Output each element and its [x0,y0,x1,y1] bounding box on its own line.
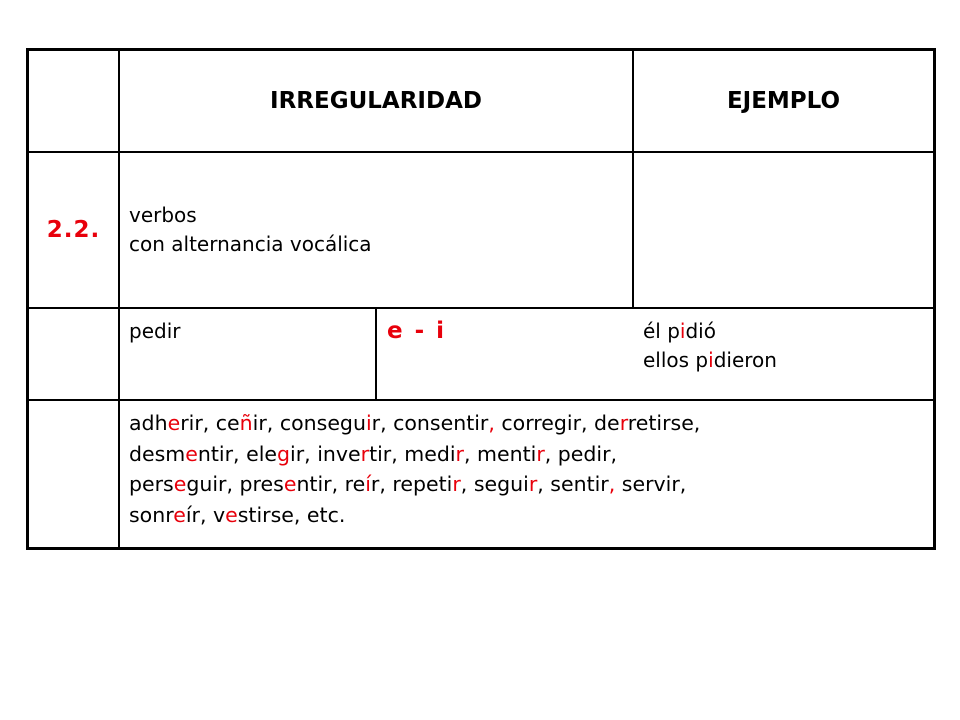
vowel-highlight: r [536,441,545,466]
example-line: ellos pidieron [643,348,777,372]
vowel-highlight: e [283,472,297,496]
vowel-highlight: r [455,441,464,466]
vowel-highlight: e [173,472,187,496]
vowel-highlight: e [173,502,186,527]
vowel-alternation: e - i [387,318,447,344]
vowel-highlight: í [365,472,371,496]
verb-list-line: sonreír, vestirse, etc. [129,502,346,527]
vowel-highlight: r [360,441,370,466]
section-number: 2.2. [46,216,101,243]
vowel-highlight: e [225,502,238,527]
vowel-highlight: i [365,411,372,435]
header-irregularidad: IRREGULARIDAD [270,87,482,114]
example-line: él pidió [643,319,716,343]
verb-list-line: desmentir, elegir, invertir, medir, mentir, pedir, [129,441,618,466]
row-divider [29,399,933,401]
verb-cell: pedir [129,319,181,343]
section-description-line: verbos [129,203,197,227]
column-divider [375,307,377,399]
conjugation-table [26,48,936,550]
vowel-highlight: e [167,411,181,435]
example-cell [643,317,928,375]
vowel-highlight: i [708,348,714,372]
vowel-highlight: e [185,441,198,466]
vowel-highlight: , [488,411,495,435]
vowel-highlight: r [619,411,628,435]
vowel-highlight: i [679,319,686,343]
vowel-highlight: ñ [239,411,253,435]
verb-list-line: adherir, ceñir, conseguir, consentir, corregir, derretirse, [129,411,701,435]
vowel-highlight: r [452,472,461,496]
row-divider [29,307,933,309]
section-description-line: con alternancia vocálica [129,232,372,256]
section-description [129,201,629,259]
verb-list-line: perseguir, presentir, reír, repetir, seguir, sentir, servir, [129,472,687,496]
vowel-highlight: , [608,472,616,496]
verb-list [129,408,929,530]
row-divider [29,151,933,153]
vowel-highlight: g [277,441,291,466]
header-ejemplo: EJEMPLO [726,87,841,114]
vowel-highlight: r [528,472,538,496]
